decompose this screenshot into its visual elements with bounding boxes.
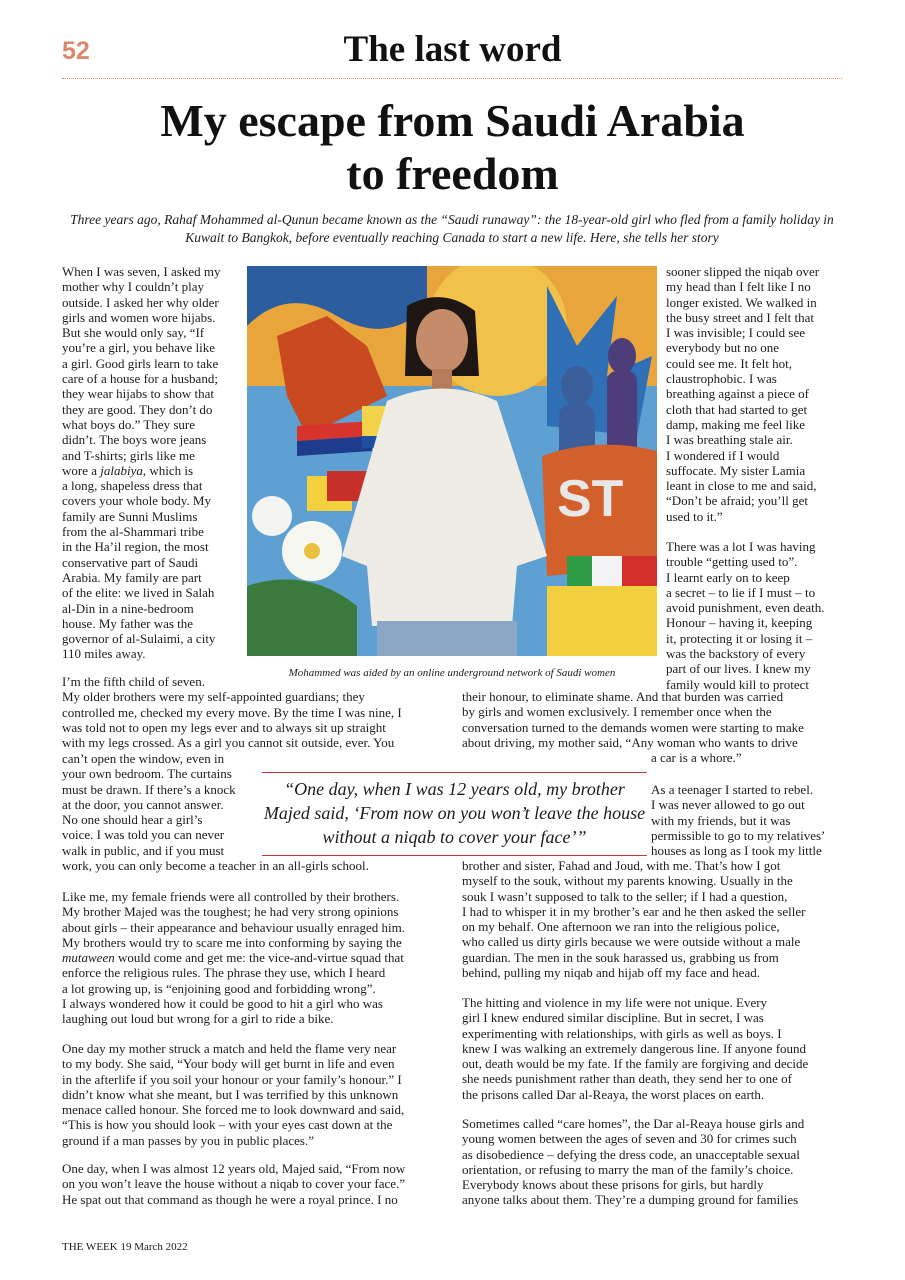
section-title: The last word	[343, 29, 562, 70]
article-paragraph-match: One day my mother struck a match and held the flame very near to my body. She said, “Your body will get burnt in life and even in the afterlife if you soil your honour or your family’s honour.” I didn’t know what she meant, but I was terrified by this unknown menace called honour. She forced me to look downward and said, “This is how you should look – with your eyes cast down at the ground if a man passes by you in public places.”	[62, 1041, 405, 1148]
article-photo	[247, 266, 657, 656]
article-paragraph-restrictions: can’t open the window, even in your own bedroom. The curtains must be drawn. If there’s a knock at the door, you cannot answer. No one should hear a girl’s voice. I was told you can never walk in public, and if you must	[62, 751, 236, 858]
emphasis-jalabiya: jalabiya	[100, 462, 143, 478]
article-paragraph-violence: The hitting and violence in my life were not unique. Every girl I knew endured similar discipline. But in secret, I was experimenting with relationships, with girls as well as boys. I knew I was walking an extremely dangerous line. If anyone found out, death would be my fate. If the family are forgiving and decide she needs punishment rather than death, they send her to one of the prisons called Dar al-Reaya, the worst places on earth.	[462, 995, 809, 1102]
article-paragraph-teacher: work, you can only become a teacher in an all-girls school.	[62, 858, 369, 873]
article-paragraph-whore-line: a car is a whore.”	[651, 750, 742, 765]
mural-photo-illustration	[247, 266, 657, 656]
header-divider	[62, 78, 842, 79]
article-paragraph-command: One day, when I was almost 12 years old, Majed said, “From now on you won’t leave the house without a niqab to cover your face.” He spat out that command as though he were a royal prince. I no	[62, 1161, 406, 1207]
emphasis-mutaween: mutaween	[62, 950, 115, 966]
page-number: 52	[62, 37, 90, 65]
article-paragraph-care-homes: Sometimes called “care homes”, the Dar al-Reaya house girls and young women between the ages of seven and 30 for crimes such as disobedience – defying the dress code, an unacceptable sexual orientation, or refusing to marry the man of the family’s choice. Everybody knows about these prisons for girls, but hardly anyone talks about them. They’re a dumping ground for families	[462, 1116, 805, 1208]
article-paragraph-friends: Like me, my female friends were all controlled by their brothers. My brother Majed was the toughest; he had very strong opinions about girls – their appearance and behaviour usually enraged him. My brothers would try to scare me into conforming by saying the mutaween would come and get me: the vice-and-virtue squad that enforce the religious rules. The phrase they use, which I heard a lot growing up, is “enjoining good and forbidding wrong”. I always wondered how it could be good to hit a girl who was laughing out loud but wrong for a girl to ride a bike.	[62, 889, 405, 1027]
article-paragraph-niqab: sooner slipped the niqab over my head than I felt like I no longer existed. We walked in the busy street and I felt that I was invisible; I could see everybody but no one could see me. It felt hot, claustrophobic. I was breathing against a piece of cloth that had started to get damp, making me feel like I was breathing stale air. I wondered if I would suffocate. My sister Lamia leant in close to me and said, “Don’t be afraid; you’ll get used to it.”	[666, 264, 820, 524]
article-paragraph-driving: their honour, to eliminate shame. And that burden was carried by girls and women exclusively. I remember once when the conversation turned to the demands women were starting to make about driving, my mother said, “Any woman who wants to drive	[462, 689, 804, 750]
footer-issue-date: THE WEEK 19 March 2022	[62, 1241, 188, 1253]
article-paragraph-fifth-child: I’m the fifth child of seven. My older brothers were my self-appointed guardians; they controlled me, checked my every move. By the time I was nine, I was told not to open my legs ever and to always sit up straight with my legs crossed. As a girl you cannot sit outside, ever. You	[62, 674, 402, 751]
article-paragraph-souk: brother and sister, Fahad and Joud, with me. That’s how I got myself to the souk, without my parents knowing. Usually in the souk I wasn’t supposed to talk to the seller; if I had a question, I had to whisper it in my brother’s ear and he then asked the seller on my behalf. One afternoon we ran into the religious police, who called us dirty girls because we were outside without a male guardian. The men in the souk harassed us, grabbing us from behind, pulling my niqab and hijab off my face and head.	[462, 858, 806, 981]
headline: My escape from Saudi Arabia to freedom	[160, 95, 745, 199]
article-paragraph-childhood: When I was seven, I asked my mother why I couldn’t play outside. I asked her why older girls and women wore hijabs. But she would only say, “If you’re a girl, you behave like a girl. Good girls learn to take care of a house for a husband; they wear hijabs to show that they are good. They don’t do what boys do.” They sure didn’t. The boys wore jeans and T-shirts; girls like me wore a jalabiya, which is a long, shapeless dress that covers your whole body. My family are Sunni Muslims from the al-Shammari tribe in the Ha’il region, the most conservative part of Saudi Arabia. My family are part of the elite: we lived in Salah al-Din in a nine-bedroom house. My father was the governor of al-Sulaimi, a city 110 miles away.	[62, 264, 221, 662]
article-paragraph-rebel: As a teenager I started to rebel. I was never allowed to go out with my friends, but it was permissible to go to my relatives’ houses as long as I took my little	[651, 782, 826, 859]
svg-text:ST: ST	[557, 470, 624, 528]
article-paragraph-honour: There was a lot I was having trouble “getting used to”. I learnt early on to keep a secret – to lie if I must – to avoid punishment, even death. Honour – having it, keeping it, protecting it or losing it – was the backstory of every part of our lives. I knew my family would kill to protect	[666, 539, 825, 692]
pull-quote: “One day, when I was 12 years old, my brother Majed said, ‘From now on you won’t leave the house without a niqab to cover your face’”	[262, 772, 647, 856]
photo-caption: Mohammed was aided by an online underground network of Saudi women	[288, 667, 616, 679]
standfirst: Three years ago, Rahaf Mohammed al-Qunun became known as the “Saudi runaway”: the 18-year-old girl who fled from a family holiday in Kuwait to Bangkok, before eventually reaching Canada to start a new life. Here, she tells her story	[70, 212, 834, 245]
